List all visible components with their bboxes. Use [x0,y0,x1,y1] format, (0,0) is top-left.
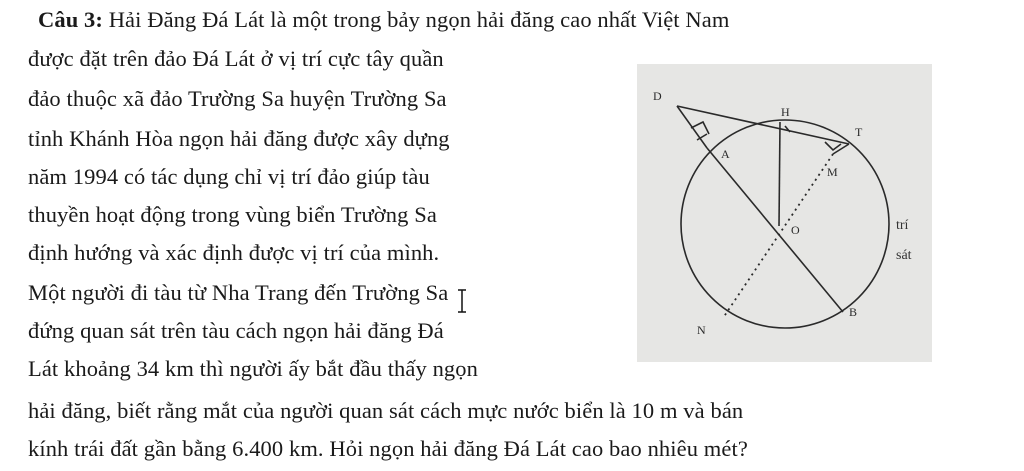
side-note-2: sát [896,248,912,263]
point-label-o: O [791,223,800,237]
radius-oh [779,122,780,226]
question-line-9: đứng quan sát trên tàu cách ngọn hải đăng Đá [28,318,444,343]
question-text-1: Hải Đăng Đá Lát là một trong bảy ngọn hải đăng cao nhất Việt Nam [102,7,730,32]
right-angle-mark-a [691,122,709,134]
right-angle-mark-t [825,142,841,150]
line-a-b [707,148,843,312]
text-cursor-icon [456,288,468,314]
figure-diagram [637,64,932,362]
tangent-line-dt [677,106,849,144]
dotted-line-mn [723,154,833,318]
point-label-d: D [653,89,662,103]
side-note-1: trí [896,218,909,233]
point-label-b: B [849,305,858,319]
question-line-7: định hướng và xác định được vị trí của mình. [28,240,440,265]
geometry-figure [637,64,932,362]
question-line-12: kính trái đất gần bằng 6.400 km. Hỏi ngọn hải đăng Đá Lát cao bao nhiêu mét? [28,436,748,461]
question-label: Câu 3: [38,7,103,32]
point-label-t: T [855,125,863,139]
question-line-2: được đặt trên đảo Đá Lát ở vị trí cực tây quần [28,46,444,71]
point-label-a: A [721,147,730,161]
question-line-3: đảo thuộc xã đảo Trường Sa huyện Trường Sa [28,86,447,111]
question-line-4: tỉnh Khánh Hòa ngọn hải đăng được xây dựng [28,126,450,151]
question-line-5: năm 1994 có tác dụng chỉ vị trí đảo giúp tàu [28,164,430,189]
question-line-10: Lát khoảng 34 km thì người ấy bắt đầu thấy ngọn [28,356,478,381]
point-label-m: M [827,165,838,179]
question-line-8: Một người đi tàu từ Nha Trang đến Trường Sa [28,280,449,305]
point-label-h: H [781,105,790,119]
question-line-6: thuyền hoạt động trong vùng biển Trường Sa [28,202,437,227]
question-line-1 [38,5,729,35]
question-line-11: hải đăng, biết rằng mắt của người quan sát cách mực nước biển là 10 m và bán [28,398,744,423]
point-label-n: N [697,323,706,337]
